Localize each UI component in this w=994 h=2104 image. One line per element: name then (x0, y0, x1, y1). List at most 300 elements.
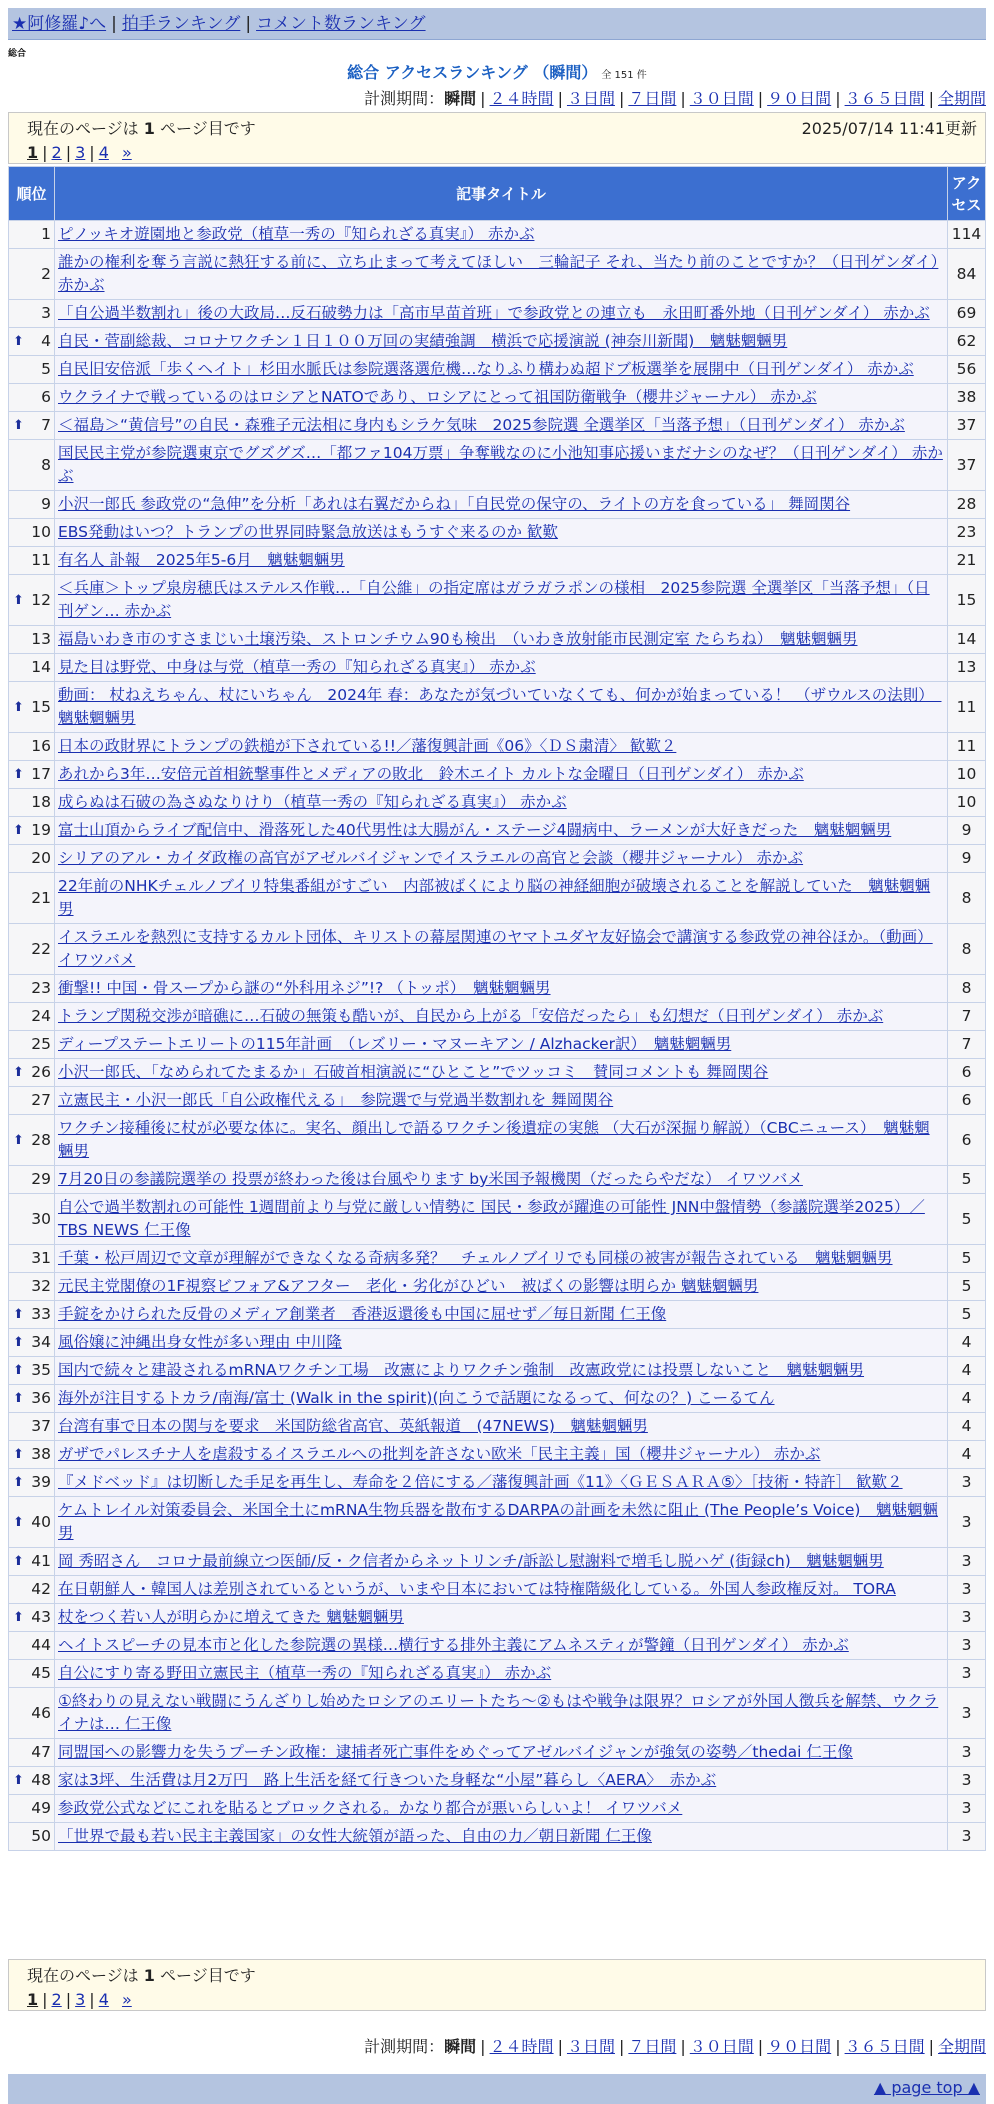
table-row (9, 412, 986, 440)
rank-cell (9, 1194, 55, 1245)
rank-cell (9, 1357, 55, 1385)
period-option-link[interactable]: ３６５日間 (844, 89, 925, 108)
article-title-link[interactable]: トランプ関税交渉が暗礁に…石破の無策も酷いが、自民から上がる「安倍だったら」も幻想だ（日刊ゲンダイ） 赤かぶ (58, 1007, 884, 1025)
article-title-link[interactable]: 杖をつく若い人が明らかに増えてきた 魑魅魍魎男 (58, 1608, 404, 1626)
rank-cell (9, 1413, 55, 1441)
rank-number: 10 (31, 523, 51, 541)
title-cell (55, 221, 948, 249)
title-cell (55, 1273, 948, 1301)
article-title-link[interactable]: あれから3年…安倍元首相銃撃事件とメディアの敗北 鈴木エイト カルトな金曜日（日刊ゲンダイ） 赤かぶ (58, 765, 804, 783)
total-count: 全 151 件 (601, 70, 647, 81)
ranking-heading (8, 60, 986, 83)
access-count-cell: 9 (948, 845, 986, 873)
up-arrow-icon: ⬆ (13, 1335, 24, 1350)
access-count-cell: 3 (948, 1497, 986, 1548)
up-arrow-icon: ⬆ (13, 699, 24, 715)
up-arrow-icon: ⬆ (13, 1447, 24, 1462)
article-title-link[interactable]: 有名人 訃報 2025年5-6月 魑魅魍魎男 (58, 551, 345, 569)
rank-cell (9, 1497, 55, 1548)
period-separator: | (835, 2037, 841, 2056)
access-count-cell: 114 (948, 221, 986, 249)
title-cell (55, 1003, 948, 1031)
rank-number: 36 (31, 1389, 51, 1407)
table-row (9, 1660, 986, 1688)
period-option-link[interactable]: ２４時間 (489, 89, 554, 108)
applause-ranking-link[interactable]: 拍手ランキング (121, 14, 241, 34)
article-title-link[interactable]: 7月20日の参議院選挙の 投票が終わった後は台風やります by米国予報機関（だったらやだな） イワツバメ (58, 1170, 803, 1188)
up-arrow-icon: ⬆ (13, 418, 24, 433)
nav-separator: | (111, 14, 117, 34)
article-title-link[interactable]: 『メドベッド』は切断した手足を再生し、寿命を２倍にする／藩復興計画《11》〈ＧＥＳＡＲＡ⑤〉［技術・特許］ 歓歎２ (58, 1473, 903, 1491)
rank-cell (9, 1245, 55, 1273)
table-row (9, 1632, 986, 1660)
access-count-cell: 3 (948, 1739, 986, 1767)
access-count-cell: 8 (948, 975, 986, 1003)
article-title-link[interactable]: ＜兵庫＞トップ泉房穂氏はステルス作戦…「自公維」の指定席はガラガラポンの様相 2025参院選 全選挙区「当落予想」（日刊ゲン… 赤かぶ (58, 579, 930, 620)
access-count-cell: 10 (948, 761, 986, 789)
pager-current-number: 1 (27, 143, 39, 162)
table-row (9, 1413, 986, 1441)
rank-cell (9, 519, 55, 547)
title-cell (55, 575, 948, 626)
article-title-link[interactable]: ケムトレイル対策委員会、米国全土にmRNA生物兵器を散布するDARPAの計画を未然に阻止 (The People’s Voice) 魑魅魍魎男 (58, 1501, 938, 1542)
rank-cell (9, 221, 55, 249)
pager-page-link[interactable]: 3 (75, 1990, 86, 2009)
access-count-cell: 7 (948, 1031, 986, 1059)
pager-current (27, 1990, 38, 2009)
pagination (27, 143, 977, 162)
rank-number: 27 (31, 1091, 51, 1109)
rank-number: 23 (31, 979, 51, 997)
rank-number: 4 (41, 332, 51, 350)
article-title-link[interactable]: 自民・菅副総裁、コロナワクチン１日１００万回の実績強調 横浜で応援演説 (神奈川新聞) 魑魅魍魎男 (58, 332, 788, 350)
rank-number: 14 (31, 658, 51, 676)
access-count-cell: 6 (948, 1115, 986, 1166)
rank-number: 1 (41, 225, 51, 243)
rank-cell (9, 1767, 55, 1795)
up-arrow-icon: ⬆ (13, 1514, 24, 1530)
article-title-link[interactable]: ①終わりの見えない戦闘にうんざりし始めたロシアのエリートたち～②もはや戦争は限界？ロシアが外国人徴兵を解禁、ウクライナは… 仁王像 (58, 1692, 939, 1733)
access-count-cell: 15 (948, 575, 986, 626)
rank-cell (9, 575, 55, 626)
table-row (9, 1767, 986, 1795)
article-title-link[interactable]: 「世界で最も若い民主主義国家」の女性大統領が語った、自由の力／朝日新聞 仁王像 (58, 1827, 652, 1845)
rank-number: 40 (31, 1512, 51, 1531)
up-arrow-icon: ⬆ (13, 1363, 24, 1378)
current-page-number: 1 (143, 1966, 155, 1985)
table-row (9, 654, 986, 682)
article-title-link[interactable]: 自公にすり寄る野田立憲民主（植草一秀の『知られざる真実』） 赤かぶ (58, 1664, 552, 1682)
table-row (9, 1031, 986, 1059)
pagination (27, 1990, 977, 2009)
period-option-link[interactable]: ９０日間 (767, 89, 832, 108)
article-title-link[interactable]: 小沢一郎氏、「なめられてたまるか」石破首相演説に“ひとこと”でツッコミ 賛同コメントも 舞岡関谷 (58, 1063, 769, 1081)
period-separator: | (557, 2037, 563, 2056)
title-cell (55, 845, 948, 873)
table-row (9, 924, 986, 975)
table-row (9, 1115, 986, 1166)
title-cell (55, 384, 948, 412)
current-page-number: 1 (143, 119, 155, 138)
rank-cell (9, 1688, 55, 1739)
top-nav-bar (8, 8, 986, 40)
rank-number: 21 (31, 888, 51, 907)
title-cell (55, 817, 948, 845)
up-arrow-icon: ⬆ (13, 1773, 24, 1788)
rank-cell (9, 1632, 55, 1660)
rank-cell (9, 845, 55, 873)
rank-number: 5 (41, 360, 51, 378)
table-row (9, 1548, 986, 1576)
pager-page-link[interactable]: 3 (75, 143, 86, 162)
access-count-cell: 5 (948, 1273, 986, 1301)
period-option-link[interactable]: ２４時間 (489, 2037, 554, 2056)
article-title-link[interactable]: シリアのアル・カイダ政権の高官がアゼルバイジャンでイスラエルの高官と会談（櫻井ジャーナル） 赤かぶ (58, 849, 804, 867)
title-cell (55, 626, 948, 654)
table-row (9, 1576, 986, 1604)
article-title-link[interactable]: ワクチン接種後に杖が必要な体に。実名、顔出しで語るワクチン後遺症の実態 （大石が深掘り解説）（CBCニュース） 魑魅魍魎男 (58, 1119, 930, 1160)
title-cell (55, 761, 948, 789)
access-count-cell: 4 (948, 1385, 986, 1413)
pager-page-link[interactable]: 2 (51, 143, 62, 162)
access-count-cell: 4 (948, 1441, 986, 1469)
period-option-link[interactable]: ３０日間 (689, 89, 754, 108)
title-cell (55, 924, 948, 975)
period-separator: | (757, 89, 764, 108)
rank-number: 45 (31, 1664, 51, 1682)
access-count-cell: 3 (948, 1469, 986, 1497)
title-cell (55, 547, 948, 575)
article-title-link[interactable]: 成らぬは石破の為さぬなりけり（植草一秀の『知られざる真実』） 赤かぶ (58, 793, 567, 811)
rank-number: 8 (41, 455, 51, 474)
pager-separator: | (65, 1990, 72, 2009)
access-count-cell: 3 (948, 1823, 986, 1851)
title-cell (55, 1632, 948, 1660)
access-header (948, 167, 986, 221)
rank-number: 34 (31, 1333, 51, 1351)
pager-page-link[interactable]: 4 (98, 1990, 109, 2009)
ranking-table (8, 166, 986, 1851)
article-title-link[interactable]: イスラエルを熱烈に支持するカルト団体、キリストの幕屋関連のヤマトユダヤ友好協会で講演する参政党の神谷ほか。（動画） イワツバメ (58, 928, 933, 969)
current-page-text: 現在のページは 1 ページ目です (27, 119, 256, 138)
table-row (9, 1385, 986, 1413)
period-separator: | (557, 89, 563, 108)
article-title-link[interactable]: 台湾有事で日本の関与を要求 米国防総省高官、英紙報道 (47NEWS) 魑魅魍魎男 (58, 1417, 648, 1435)
up-arrow-icon: ⬆ (13, 1307, 24, 1322)
article-title-link[interactable]: ＜福島＞“黄信号”の自民・森雅子元法相に身内もシラケ気味 2025参院選 全選挙区「当落予想」（日刊ゲンダイ） 赤かぶ (58, 416, 905, 434)
title-cell (55, 1357, 948, 1385)
title-cell (55, 1087, 948, 1115)
rank-number: 24 (31, 1007, 51, 1025)
pager-page-link[interactable]: 4 (98, 143, 109, 162)
rank-cell (9, 300, 55, 328)
title-cell (55, 1329, 948, 1357)
rank-number: 46 (31, 1703, 51, 1722)
table-row (9, 249, 986, 300)
period-option-link[interactable]: ３６５日間 (844, 2037, 925, 2056)
table-row (9, 1301, 986, 1329)
title-cell (55, 1031, 948, 1059)
access-count-cell: 11 (948, 682, 986, 733)
page-top-link[interactable]: ▲ page top ▲ (873, 2078, 980, 2097)
rank-number: 29 (31, 1170, 51, 1188)
article-title-link[interactable]: 在日朝鮮人・韓国人は差別されているというが、いまや日本においては特権階級化している。外国人参政権反対。 TORA (58, 1580, 896, 1598)
article-title-link[interactable]: 小沢一郎氏 参政党の“急伸”を分析「あれは右翼だからね」「自民党の保守の、ライトの方を食っている」 舞岡関谷 (58, 495, 851, 513)
rank-number: 42 (31, 1580, 51, 1598)
access-count-cell: 3 (948, 1767, 986, 1795)
table-row (9, 300, 986, 328)
rank-number: 9 (41, 495, 51, 513)
title-cell (55, 1115, 948, 1166)
article-title-link[interactable]: 国民民主党が参院選東京でグズグズ…「都ファ104万票」争奪戦なのに小池知事応援いまだナシのなぜ？（日刊ゲンダイ） 赤かぶ (58, 444, 943, 485)
rank-cell (9, 817, 55, 845)
access-count-cell: 37 (948, 412, 986, 440)
pager-page-link[interactable]: 2 (51, 1990, 62, 2009)
table-row (9, 1357, 986, 1385)
rank-cell (9, 412, 55, 440)
article-title-link[interactable]: ウクライナで戦っているのはロシアとNATOであり、ロシアにとって祖国防衛戦争（櫻井ジャーナル） 赤かぶ (58, 388, 817, 406)
article-title-link[interactable]: 富士山頂からライブ配信中、滑落死した40代男性は大腸がん・ステージ4闘病中、ラーメンが大好きだった 魑魅魍魎男 (58, 821, 892, 839)
pager-next-link[interactable]: » (121, 143, 132, 162)
pager-separator: | (42, 143, 48, 162)
period-option-link[interactable]: ３日間 (566, 2037, 615, 2056)
period-separator: | (835, 89, 841, 108)
rank-number: 48 (31, 1771, 51, 1789)
rank-number: 25 (31, 1035, 51, 1053)
up-arrow-icon: ⬆ (13, 1132, 24, 1148)
article-title-link[interactable]: 手錠をかけられた反骨のメディア創業者 香港返還後も中国に屈せず／毎日新聞 仁王像 (58, 1305, 667, 1323)
title-cell (55, 519, 948, 547)
comment-ranking-link[interactable]: コメント数ランキング (256, 14, 426, 34)
period-separator: | (757, 2037, 764, 2056)
article-title-link[interactable]: 海外が注目するトカラ/南海/富士 (Walk in the spirit)(向こうで話題になるって、何なの？) こーるてん (58, 1389, 775, 1407)
access-count-cell: 3 (948, 1688, 986, 1739)
rank-number: 18 (31, 793, 51, 811)
rank-cell (9, 1166, 55, 1194)
paging-box-bottom (8, 1959, 986, 2011)
rank-number: 50 (31, 1827, 51, 1845)
article-title-link[interactable]: 風俗嬢に沖縄出身女性が多い理由 中川隆 (58, 1333, 342, 1351)
table-row (9, 733, 986, 761)
table-row (9, 1688, 986, 1739)
article-title-link[interactable]: 22年前のNHKチェルノブイリ特集番組がすごい 内部被ばくにより脳の神経細胞が破壊されることを解説していた 魑魅魍魎男 (58, 877, 931, 918)
rank-number: 47 (31, 1743, 51, 1761)
table-row (9, 575, 986, 626)
title-cell (55, 1301, 948, 1329)
title-cell (55, 1604, 948, 1632)
up-arrow-icon: ⬆ (13, 1610, 24, 1625)
article-title-link[interactable]: 衝撃!! 中国・骨スープから謎の“外科用ネジ”!? （トッポ） 魑魅魍魎男 (58, 979, 551, 997)
title-cell (55, 873, 948, 924)
period-option-link[interactable]: ３０日間 (689, 2037, 754, 2056)
rank-cell (9, 654, 55, 682)
article-title-link[interactable]: 日本の政財界にトランプの鉄槌が下されている!!／藩復興計画《06》〈ＤＳ粛清〉 歓歎２ (58, 737, 677, 755)
article-title-link[interactable]: ピノッキオ遊園地と参政党（植草一秀の『知られざる真実』） 赤かぶ (58, 225, 535, 243)
period-selector-top (364, 86, 986, 109)
table-row (9, 873, 986, 924)
rank-cell (9, 1087, 55, 1115)
access-count-cell: 5 (948, 1194, 986, 1245)
period-option-current: 瞬間 (444, 2037, 477, 2056)
rank-number: 2 (41, 264, 51, 283)
period-separator: | (680, 2037, 686, 2056)
title-cell (55, 1739, 948, 1767)
rank-number: 32 (31, 1277, 51, 1295)
table-row (9, 975, 986, 1003)
pager-next-link[interactable]: » (121, 1990, 132, 2009)
rank-number: 49 (31, 1799, 51, 1817)
rank-number: 3 (41, 304, 51, 322)
article-title-link[interactable]: ディープステートエリートの115年計画 （レズリー・マヌーキアン / Alzhacker訳） 魑魅魍魎男 (58, 1035, 732, 1053)
article-title-link[interactable]: 福島いわき市のすさまじい土壌汚染、ストロンチウム90も検出 （いわき放射能市民測定室 たらちね） 魑魅魍魎男 (58, 630, 858, 648)
rank-number: 17 (31, 765, 51, 783)
article-title-link[interactable]: 誰かの権利を奪う言説に熱狂する前に、立ち止まって考えてほしい 三輪記子 それ、当たり前のことですか？（日刊ゲンダイ）赤かぶ (58, 253, 939, 294)
table-row (9, 547, 986, 575)
up-arrow-icon: ⬆ (13, 1554, 24, 1569)
current-page-text: 現在のページは 1 ページ目です (27, 1966, 256, 1985)
bottom-bar (8, 2074, 986, 2104)
period-option-link[interactable]: 全期間 (937, 2037, 986, 2056)
title-cell (55, 1548, 948, 1576)
article-title-link[interactable]: ヘイトスピーチの見本市と化した参院選の異様…横行する排外主義にアムネスティが警鐘（日刊ゲンダイ） 赤かぶ (58, 1636, 849, 1654)
rank-number: 41 (31, 1552, 51, 1570)
up-arrow-icon: ⬆ (13, 1391, 24, 1406)
article-title-link[interactable]: 立憲民主・小沢一郎氏「自公政権代える」 参院選で与党過半数割れを 舞岡関谷 (58, 1091, 614, 1109)
access-count-cell: 38 (948, 384, 986, 412)
rank-number: 28 (31, 1130, 51, 1149)
rank-cell (9, 1115, 55, 1166)
rank-header-label: 順位 (16, 184, 47, 203)
period-label: 計測期間： (364, 2037, 445, 2056)
period-separator: | (480, 89, 486, 108)
period-option-link[interactable]: 全期間 (937, 89, 986, 108)
rank-number: 33 (31, 1305, 51, 1323)
rank-number: 11 (31, 551, 51, 569)
table-row (9, 1739, 986, 1767)
article-title-link[interactable]: 動画： 杖ねえちゃん、杖にいちゃん 2024年 春：あなたが気づいていなくても、何かが始まっている！ （ザウルスの法則） 魑魅魍魎男 (58, 686, 942, 727)
rank-cell (9, 1385, 55, 1413)
updated-timestamp: 2025/07/14 11:41更新 (801, 119, 977, 138)
rank-cell (9, 440, 55, 491)
title-cell (55, 1469, 948, 1497)
table-row (9, 491, 986, 519)
ranking-title: 総合 アクセスランキング （瞬間） (347, 63, 598, 82)
rank-cell (9, 1576, 55, 1604)
article-title-link[interactable]: 見た目は野党、中身は与党（植草一秀の『知られざる真実』） 赤かぶ (58, 658, 536, 676)
table-row (9, 1273, 986, 1301)
access-count-cell: 4 (948, 1413, 986, 1441)
article-title-link[interactable]: 自民旧安倍派「歩くヘイト」杉田水脈氏は参院選落選危機…なりふり構わぬ超ドブ板選挙を展開中（日刊ゲンダイ） 赤かぶ (58, 360, 914, 378)
period-separator: | (680, 89, 686, 108)
rank-cell (9, 328, 55, 356)
rank-number: 39 (31, 1473, 51, 1491)
rank-number: 6 (41, 388, 51, 406)
pager-separator: | (42, 1990, 48, 2009)
home-link[interactable]: ★阿修羅♪へ (12, 14, 107, 34)
access-count-cell: 8 (948, 873, 986, 924)
nav-separator: | (245, 14, 252, 34)
period-option-current: 瞬間 (444, 89, 477, 108)
rank-cell (9, 1301, 55, 1329)
access-count-cell: 69 (948, 300, 986, 328)
period-option-link[interactable]: ９０日間 (767, 2037, 832, 2056)
period-separator: | (928, 89, 934, 108)
rank-number: 20 (31, 849, 51, 867)
rank-number: 26 (31, 1063, 51, 1081)
access-count-cell: 8 (948, 924, 986, 975)
article-title-link[interactable]: 家は3坪、生活費は月2万円 路上生活を経て行きついた身軽な“小屋”暮らし〈AERA〉 赤かぶ (58, 1771, 717, 1789)
rank-number: 15 (31, 697, 51, 716)
access-count-cell: 56 (948, 356, 986, 384)
title-cell (55, 1245, 948, 1273)
article-title-link[interactable]: 国内で続々と建設されるmRNAワクチン工場 改憲によりワクチン強制 改憲政党には投票しないこと 魑魅魍魎男 (58, 1361, 865, 1379)
access-count-cell: 11 (948, 733, 986, 761)
access-count-cell: 14 (948, 626, 986, 654)
pager-separator (113, 143, 118, 162)
article-title-link[interactable]: EBS発動はいつ？トランプの世界同時緊急放送はもうすぐ来るのか 歓歎 (58, 523, 558, 541)
article-title-link[interactable]: 参政党公式などにこれを貼るとブロックされる。かなり都合が悪いらしいよ！ イワツバメ (58, 1799, 683, 1817)
access-header-label: アクセス (951, 173, 982, 214)
title-cell (55, 1660, 948, 1688)
article-title-link[interactable]: 岡 秀昭さん コロナ最前線立つ医師/反・ク信者からネットリンチ/訴訟し慰謝料で増毛し脱ハゲ (街録ch) 魑魅魍魎男 (58, 1552, 884, 1570)
rank-cell (9, 1660, 55, 1688)
title-cell (55, 440, 948, 491)
rank-cell (9, 626, 55, 654)
rank-number: 13 (31, 630, 51, 648)
pager-separator: | (89, 1990, 95, 2009)
period-option-link[interactable]: ３日間 (566, 89, 615, 108)
rank-cell (9, 682, 55, 733)
period-separator: | (480, 2037, 486, 2056)
pager-separator (113, 1990, 118, 2009)
table-header-row (9, 167, 986, 221)
period-separator: | (618, 2037, 625, 2056)
rank-number: 37 (31, 1417, 51, 1435)
title-header: 記事タイトル (55, 167, 948, 221)
up-arrow-icon: ⬆ (13, 592, 24, 608)
article-title-link[interactable]: 元民主党閣僚の1F視察ビフォア&アフター 老化・劣化がひどい 被ばくの影響は明らか 魑魅魍魎男 (58, 1277, 759, 1295)
access-count-cell: 3 (948, 1548, 986, 1576)
period-option-link[interactable]: ７日間 (628, 89, 677, 108)
article-title-link[interactable]: 千葉・松戸周辺で文章が理解ができなくなる奇病多発？ チェルノブイリでも同様の被害が報告されている 魑魅魍魎男 (58, 1249, 893, 1267)
access-count-cell: 5 (948, 1245, 986, 1273)
title-cell (55, 412, 948, 440)
rank-number: 31 (31, 1249, 51, 1267)
table-row (9, 789, 986, 817)
title-cell (55, 1166, 948, 1194)
title-cell (55, 975, 948, 1003)
table-row (9, 1003, 986, 1031)
title-cell (55, 1059, 948, 1087)
access-count-cell: 6 (948, 1087, 986, 1115)
rank-number: 12 (31, 590, 51, 609)
article-title-link[interactable]: 「自公過半数割れ」後の大政局…反石破勢力は「高市早苗首班」で参政党との連立も 永田町番外地（日刊ゲンダイ） 赤かぶ (58, 304, 930, 322)
pager-separator: | (89, 143, 95, 162)
pager-current-number: 1 (27, 1990, 39, 2009)
title-cell (55, 1194, 948, 1245)
table-row (9, 1166, 986, 1194)
table-row (9, 519, 986, 547)
article-title-link[interactable]: 同盟国への影響力を失うプーチン政権：逮捕者死亡事件をめぐってアゼルバイジャンが強気の姿勢／thedai 仁王像 (58, 1743, 853, 1761)
access-count-cell: 9 (948, 817, 986, 845)
rank-number: 35 (31, 1361, 51, 1379)
period-option-link[interactable]: ７日間 (628, 2037, 677, 2056)
article-title-link[interactable]: 自公で過半数割れの可能性 1週間前より与党に厳しい情勢に 国民・参政が躍進の可能性 JNN中盤情勢（参議院選挙2025）／TBS NEWS 仁王像 (58, 1198, 925, 1239)
title-cell (55, 1497, 948, 1548)
rank-number: 19 (31, 821, 51, 839)
access-count-cell: 5 (948, 1166, 986, 1194)
article-title-link[interactable]: ガザでパレスチナ人を虐殺するイスラエルへの批判を許さない欧米「民主主義」国（櫻井ジャーナル） 赤かぶ (58, 1445, 821, 1463)
